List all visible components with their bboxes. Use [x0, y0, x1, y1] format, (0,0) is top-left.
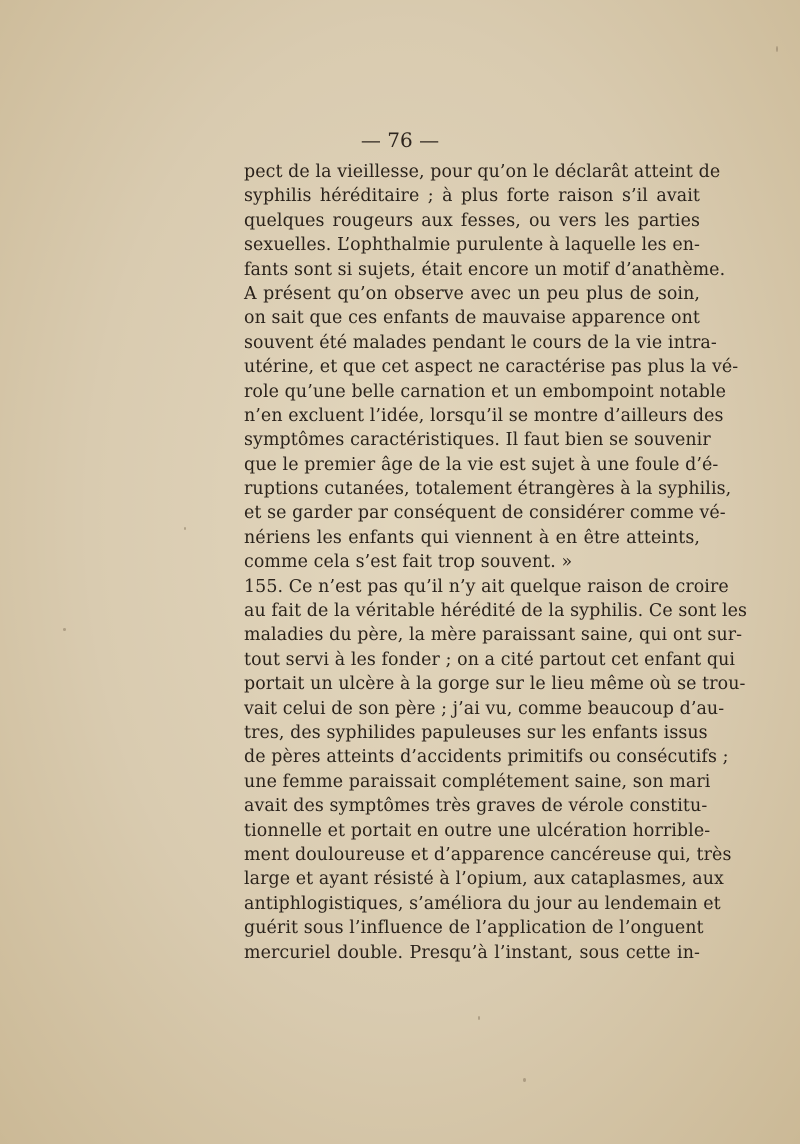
- text-line: une femme paraissait complétement saine, son mari: [244, 771, 711, 792]
- text-line: large et ayant résisté à l’opium, aux cataplasmes, aux: [244, 869, 724, 890]
- text-line: au fait de la véritable hérédité de la syphilis. Ce sont les: [244, 601, 748, 622]
- text-line: n’en excluent l’idée, lorsqu’il se montre d’ailleurs des: [244, 405, 724, 426]
- text-line: sexuelles. L’ophthalmie purulente à laquelle les en-: [244, 235, 700, 256]
- body-text: [244, 160, 748, 965]
- text-line: syphilis héréditaire ; à plus forte raison s’il avait: [244, 186, 700, 207]
- text-line: tionnelle et portait en outre une ulcération horrible-: [244, 820, 711, 841]
- paper-speck: [184, 527, 186, 530]
- text-line: comme cela s’est fait trop souvent. »: [244, 552, 573, 573]
- text-line: ment douloureuse et d’apparence cancéreuse qui, très: [244, 844, 732, 865]
- paper-speck: [63, 628, 66, 631]
- text-line: guérit sous l’influence de l’application de l’onguent: [244, 918, 704, 939]
- paper-speck: [776, 46, 778, 52]
- text-line: nériens les enfants qui viennent à en être atteints,: [244, 527, 700, 548]
- text-line: antiphlogistiques, s’améliora du jour au lendemain et: [244, 893, 721, 914]
- page-number: — 76 —: [360, 128, 440, 152]
- text-line: et se garder par conséquent de considérer comme vé-: [244, 503, 726, 524]
- text-line: pect de la vieillesse, pour qu’on le déclarât atteint de: [244, 162, 721, 182]
- text-line: souvent été malades pendant le cours de la vie intra-: [244, 332, 717, 353]
- text-line: vait celui de son père ; j’ai vu, comme beaucoup d’au-: [244, 698, 725, 719]
- text-line: maladies du père, la mère paraissant saine, qui ont sur-: [244, 625, 743, 646]
- text-line: role qu’une belle carnation et un embompoint notable: [244, 381, 727, 402]
- text-line: que le premier âge de la vie est sujet à une foule d’é-: [244, 454, 719, 475]
- paper-speck: [478, 1016, 480, 1020]
- paper-speck: [523, 1078, 526, 1082]
- text-line: quelques rougeurs aux fesses, ou vers les parties: [244, 210, 700, 231]
- text-line: tout servi à les fonder ; on a cité partout cet enfant qui: [244, 649, 736, 670]
- text-line: utérine, et que cet aspect ne caractérise pas plus la vé-: [244, 357, 739, 378]
- text-line: symptômes caractéristiques. Il faut bien se souvenir: [244, 430, 711, 451]
- text-line: mercuriel double. Presqu’à l’instant, sous cette in-: [244, 942, 700, 963]
- text-line: on sait que ces enfants de mauvaise apparence ont: [244, 308, 700, 329]
- paragraph-start-line: 155. Ce n’est pas qu’il n’y ait quelque raison de croire: [244, 576, 729, 597]
- text-line: fants sont si sujets, était encore un motif d’anathème.: [244, 259, 726, 280]
- text-line: tres, des syphilides papuleuses sur les enfants issus: [244, 722, 708, 743]
- text-line: avait des symptômes très graves de vérole constitu-: [244, 796, 708, 817]
- text-line: de pères atteints d’accidents primitifs ou consécutifs ;: [244, 747, 729, 768]
- text-line: portait un ulcère à la gorge sur le lieu même où se trou-: [244, 674, 746, 695]
- text-line: ruptions cutanées, totalement étrangères à la syphilis,: [244, 479, 732, 500]
- text-line: A présent qu’on observe avec un peu plus de soin,: [244, 283, 700, 304]
